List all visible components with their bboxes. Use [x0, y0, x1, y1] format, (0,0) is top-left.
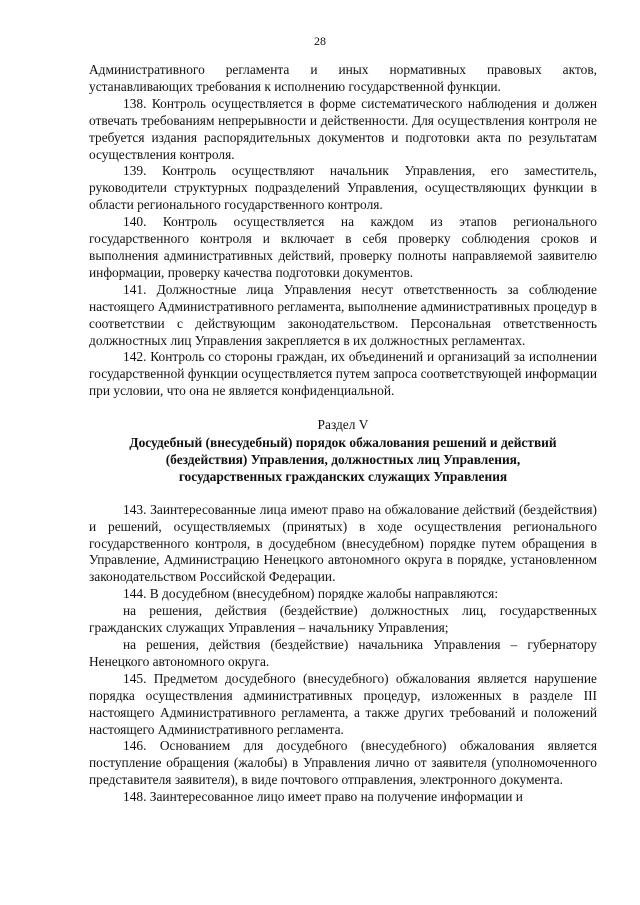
page-number: 28 [314, 34, 326, 48]
document-body [89, 62, 597, 806]
paragraph-142: 142. Контроль со стороны граждан, их объединений и организаций за исполнении государственной функции осуществляется путем запроса соответствующей информации при условии, что она не является конфиденциальной. [89, 349, 597, 399]
paragraph-145: 145. Предметом досудебного (внесудебного) обжалования является нарушение порядка осуществления административных процедур, изложенных в разделе III настоящего Административного регламента, а также других требований и положений настоящего Административного регламента. [89, 670, 597, 737]
paragraph-144: 144. В досудебном (внесудебном) порядке жалобы направляются: [123, 586, 499, 602]
paragraph-144-a: на решения, действия (бездействие) должностных лиц, государственных гражданских служащих Управления – начальнику Управления; [89, 603, 597, 636]
paragraph-140: 140. Контроль осуществляется на каждом из этапов регионального государственного контроля и включает в себя проверку соблюдения сроков и выполнения административных действий, проверку полноты направляемой заявителю информации, проверку качества подготовки документов. [89, 214, 597, 280]
paragraph-138: 138. Контроль осуществляется в форме систематического наблюдения и должен отвечать требованиям непрерывности и действенности. Для осуществления контроля не требуется издания распорядительных документов и подготовки акта по результатам осуществления контроля. [89, 95, 597, 162]
section-spacer [89, 486, 597, 502]
paragraph-143: 143. Заинтересованные лица имеют право на обжалование действий (бездействия) и решений, осуществляемых (принятых) в ходе осуществления регионального государственного контроля, в досудебном (внесудебном) порядке путем обращения в Управление, Администрацию Ненецкого автономного округа в порядке, установленном законодательством Российской Федерации. [89, 501, 597, 585]
paragraph-148: 148. Заинтересованное лицо имеет право на получение информации и [123, 789, 523, 805]
paragraph-141: 141. Должностные лица Управления несут ответственность за соблюдение настоящего Административного регламента, выполнение административных процедур в соответствии с действующим законодательством. Персональная ответственность должностных лиц Управления закрепляется в их должностных регламентах. [89, 281, 597, 348]
paragraph-146: 146. Основанием для досудебного (внесудебного) обжалования является поступление обращения (жалобы) в Управления лично от заявителя (уполномоченного представителя заявителя), в виде почтового отправления, электронного документа. [89, 738, 597, 788]
section-title: Досудебный (внесудебный) порядок обжалования решений и действий (бездействия) Управления, должностных лиц Управления, государственных гражданских служащих Управления [129, 435, 557, 484]
paragraphs-bottom [89, 502, 597, 806]
paragraphs-top [89, 62, 597, 400]
section-heading [89, 417, 597, 486]
paragraph-144-b: на решения, действия (бездействие) начальника Управления – губернатору Ненецкого автономного округа. [89, 637, 597, 669]
paragraph-139: 139. Контроль осуществляют начальник Управления, его заместитель, руководители структурных подразделений Управления, осуществляющих функции в области регионального государственного контроля. [89, 163, 597, 213]
section-label: Раздел V [317, 417, 369, 433]
paragraph: Административного регламента и иных нормативных правовых актов, устанавливающих требования к исполнению государственной функции. [89, 62, 597, 94]
